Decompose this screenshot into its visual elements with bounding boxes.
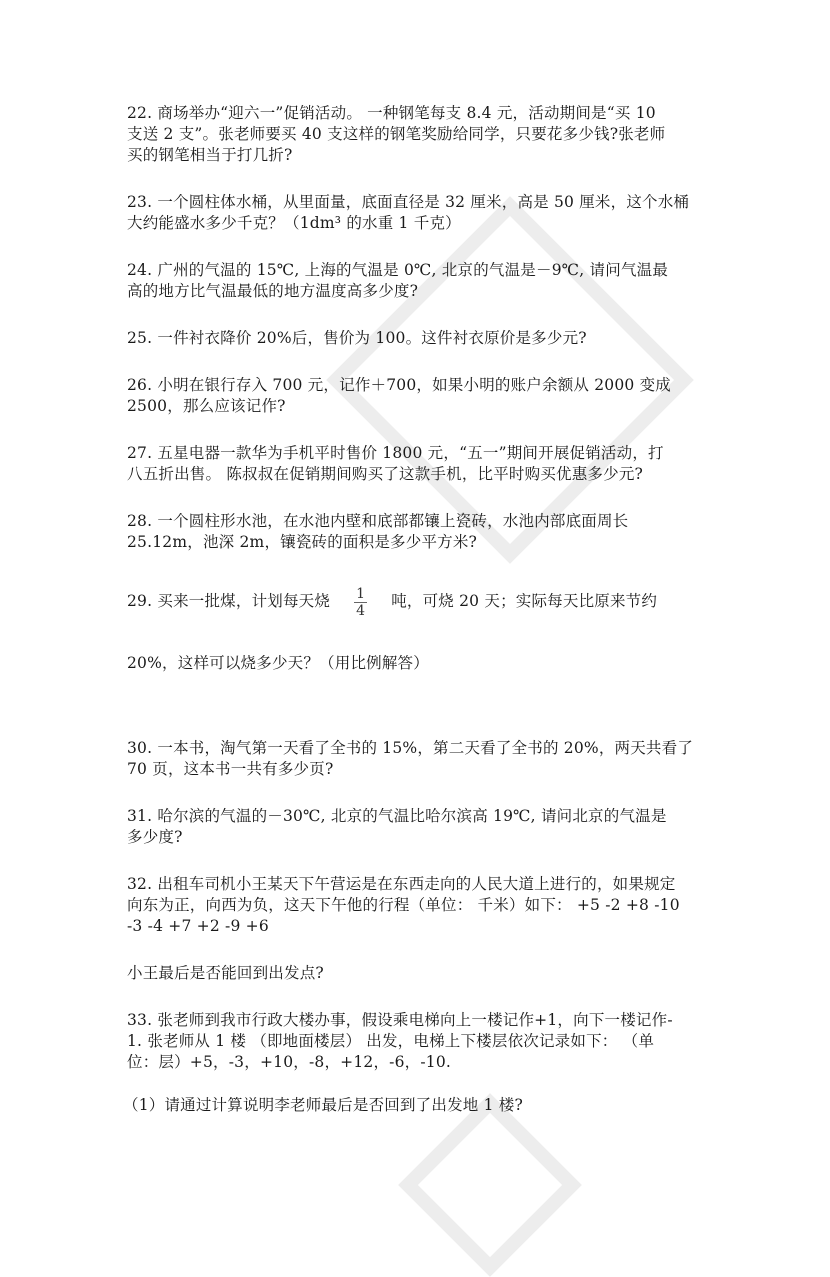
question-text-line: 70 页，这本书一共有多少页? — [127, 760, 334, 778]
question-29-continued — [127, 653, 699, 674]
question-32-followup — [127, 963, 699, 984]
fraction-numerator: 1 — [356, 585, 366, 602]
question-text-line: 26. 小明在银行存入 700 元，记作＋700，如果小明的账户余额从 2000 变成 — [127, 376, 672, 394]
question-text-part: 吨，可烧 20 天；实际每天比原来节约 — [391, 592, 658, 610]
fraction-one-quarter — [354, 586, 367, 619]
question-29 — [127, 583, 699, 619]
question-text-line: 24. 广州的气温的 15℃, 上海的气温是 0℃, 北京的气温是－9℃, 请问气温最 — [127, 261, 669, 279]
question-text-line: 27. 五星电器一款华为手机平时售价 1800 元，“五一”期间开展促销活动，打 — [127, 444, 664, 462]
question-text-line: 25. 一件衬衣降价 20%后，售价为 100。这件衬衣原价是多少元? — [127, 329, 587, 347]
question-text-line: 向东为正，向西为负，这天下午他的行程（单位： 千米）如下： +5 -2 +8 -10 — [127, 896, 680, 914]
question-text-line: 31. 哈尔滨的气温的－30℃, 北京的气温比哈尔滨高 19℃, 请问北京的气温是 — [127, 807, 667, 825]
question-text-line: 位：层）+5，-3，+10，-8，+12，-6，-10. — [127, 1053, 452, 1071]
question-28 — [127, 511, 699, 553]
question-32 — [127, 874, 699, 937]
question-31 — [127, 806, 699, 848]
question-24 — [127, 260, 699, 302]
question-text-line: 多少度? — [127, 828, 183, 846]
question-list — [123, 103, 699, 1116]
question-25 — [127, 328, 699, 349]
question-text-line: 八五折出售。 陈叔叔在促销期间购买了这款手机，比平时购买优惠多少元? — [127, 465, 644, 483]
question-text-part: 29. 买来一批煤，计划每天烧 — [127, 592, 331, 610]
question-33 — [127, 1010, 699, 1073]
fraction-denominator: 4 — [356, 602, 366, 619]
question-text-line: （1）请通过计算说明李老师最后是否回到了出发地 1 楼? — [123, 1096, 523, 1114]
question-text-line — [127, 583, 699, 619]
question-text-line: -3 -4 +7 +2 -9 +6 — [127, 917, 269, 935]
question-text-line: 22. 商场举办“迎六一”促销活动。 一种钢笔每支 8.4 元，活动期间是“买 10 — [127, 104, 656, 122]
question-text-line: 33. 张老师到我市行政大楼办事，假设乘电梯向上一楼记作+1，向下一楼记作- — [127, 1011, 673, 1029]
question-text-line: 23. 一个圆柱体水桶，从里面量，底面直径是 32 厘米，高是 50 厘米，这个水桶 — [127, 193, 690, 211]
question-text-line: 32. 出租车司机小王某天下午营运是在东西走向的人民大道上进行的，如果规定 — [127, 875, 676, 893]
question-text-line: 买的钢笔相当于打几折? — [127, 146, 293, 164]
question-text-line: 20%，这样可以烧多少天？（用比例解答） — [127, 654, 429, 672]
question-text-line: 30. 一本书，淘气第一天看了全书的 15%，第二天看了全书的 20%，两天共看了 — [127, 739, 694, 757]
question-text-line: 28. 一个圆柱形水池，在水池内壁和底部都镶上瓷砖，水池内部底面周长 — [127, 512, 629, 530]
question-text-line: 支送 2 支”。张老师要买 40 支这样的钢笔奖励给同学，只要花多少钱?张老师 — [127, 125, 666, 143]
question-text-line: 大约能盛水多少千克？（1dm³ 的水重 1 千克） — [127, 214, 461, 232]
question-26 — [127, 375, 699, 417]
question-33-subquestion-1 — [123, 1095, 699, 1116]
question-text-line: 25.12m，池深 2m，镶瓷砖的面积是多少平方米? — [127, 533, 478, 551]
question-text-line: 小王最后是否能回到出发点? — [127, 964, 324, 982]
question-22 — [127, 103, 699, 166]
watermark-logo-bottom — [398, 1093, 582, 1277]
question-text-line: 1. 张老师从 1 楼 （即地面楼层） 出发，电梯上下楼层依次记录如下： （单 — [127, 1032, 655, 1050]
question-27 — [127, 443, 699, 485]
question-30 — [127, 738, 699, 780]
question-text-line: 2500，那么应该记作? — [127, 397, 286, 415]
question-23 — [127, 192, 699, 234]
question-text-line: 高的地方比气温最低的地方温度高多少度? — [127, 282, 419, 300]
